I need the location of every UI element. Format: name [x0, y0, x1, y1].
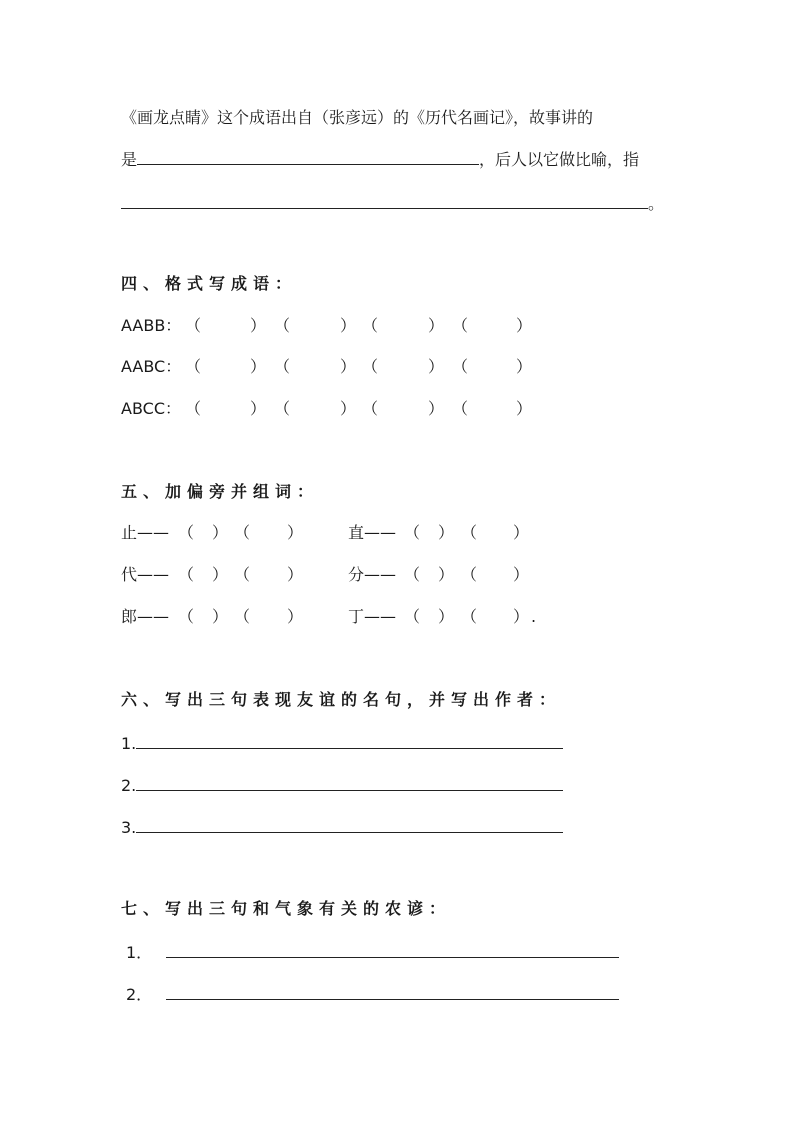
paren-open: （: [404, 523, 421, 542]
paren-close: ）: [212, 565, 229, 584]
row-label: AABB：: [121, 316, 182, 335]
numbered-answer-line: [121, 816, 563, 839]
answer-blank[interactable]: [136, 774, 563, 791]
paren-open: （: [178, 607, 195, 626]
paren-open: （: [452, 399, 469, 418]
radical-char: 直——: [348, 523, 397, 542]
paren-close: ）: [438, 607, 455, 626]
paren-close: ）: [438, 523, 455, 542]
numbered-answer-line: [126, 983, 619, 1006]
paren-open: （: [274, 316, 291, 335]
paren-open: （: [178, 523, 195, 542]
paren-close: ）: [513, 607, 530, 626]
paren-close: ）: [250, 357, 267, 376]
paren-close: ）: [428, 357, 445, 376]
item-number: 1.: [121, 734, 137, 753]
item-number: 1．: [126, 943, 153, 962]
numbered-answer-line: [121, 774, 563, 797]
paren-open: （: [185, 316, 202, 335]
paren-close: ）: [516, 399, 533, 418]
paren-open: （: [234, 523, 251, 542]
intro-line-1: 《画龙点睛》这个成语出自（张彦远）的《历代名画记》，故事讲的: [121, 108, 594, 127]
item-number: 3.: [121, 818, 137, 837]
paren-close: ）: [516, 316, 533, 335]
answer-blank[interactable]: [166, 983, 619, 1000]
paren-close: ）: [212, 607, 229, 626]
intro-line-2: [121, 148, 639, 171]
paren-open: （: [274, 357, 291, 376]
row-label: AABC：: [121, 357, 182, 376]
paren-open: （: [234, 607, 251, 626]
item-number: 2.: [121, 776, 137, 795]
paren-open: （: [461, 565, 478, 584]
paren-close: ）: [516, 357, 533, 376]
intro-line-2-prefix: 是: [121, 150, 138, 169]
section-4-title: 四、格式写成语：: [121, 274, 298, 293]
paren-close: ）: [513, 565, 530, 584]
end-mark: .: [531, 607, 537, 626]
paren-close: ）: [340, 357, 357, 376]
paren-open: （: [362, 357, 379, 376]
row-label: ABCC：: [121, 399, 181, 418]
paren-open: （: [362, 316, 379, 335]
intro-line-3-end: 。: [648, 194, 665, 213]
section-5-title: 五、加偏旁并组词：: [121, 482, 320, 501]
paren-open: （: [185, 399, 202, 418]
paren-open: （: [404, 607, 421, 626]
paren-open: （: [362, 399, 379, 418]
paren-open: （: [452, 316, 469, 335]
radical-char: 郎——: [121, 607, 170, 626]
paren-open: （: [185, 357, 202, 376]
paren-open: （: [461, 523, 478, 542]
answer-blank[interactable]: [137, 148, 479, 165]
paren-close: ）: [250, 399, 267, 418]
paren-open: （: [178, 565, 195, 584]
paren-close: ）: [340, 316, 357, 335]
paren-open: （: [234, 565, 251, 584]
paren-close: ）: [287, 607, 304, 626]
answer-blank[interactable]: [136, 732, 563, 749]
radical-char: 止——: [121, 523, 170, 542]
section-7-title: 七、写出三句和气象有关的农谚：: [121, 899, 452, 918]
paren-close: ）: [513, 523, 530, 542]
paren-close: ）: [212, 523, 229, 542]
intro-line-2-suffix: ，后人以它做比喻，指: [479, 150, 640, 169]
paren-open: （: [452, 357, 469, 376]
answer-blank[interactable]: [136, 816, 563, 833]
paren-close: ）: [340, 399, 357, 418]
intro-line-3: [121, 192, 664, 215]
radical-char: 分——: [348, 565, 397, 584]
paren-open: （: [461, 607, 478, 626]
paren-close: ）: [428, 316, 445, 335]
paren-close: ）: [428, 399, 445, 418]
paren-open: （: [404, 565, 421, 584]
section-6-title: 六、写出三句表现友谊的名句，并写出作者：: [121, 690, 562, 709]
radical-char: 代——: [121, 565, 170, 584]
answer-blank[interactable]: [121, 192, 648, 209]
answer-blank[interactable]: [166, 941, 619, 958]
paren-close: ）: [287, 565, 304, 584]
paren-close: ）: [287, 523, 304, 542]
paren-close: ）: [250, 316, 267, 335]
paren-open: （: [274, 399, 291, 418]
radical-char: 丁——: [348, 607, 397, 626]
numbered-answer-line: [126, 941, 619, 964]
item-number: 2．: [126, 985, 153, 1004]
numbered-answer-line: [121, 732, 563, 755]
paren-close: ）: [438, 565, 455, 584]
